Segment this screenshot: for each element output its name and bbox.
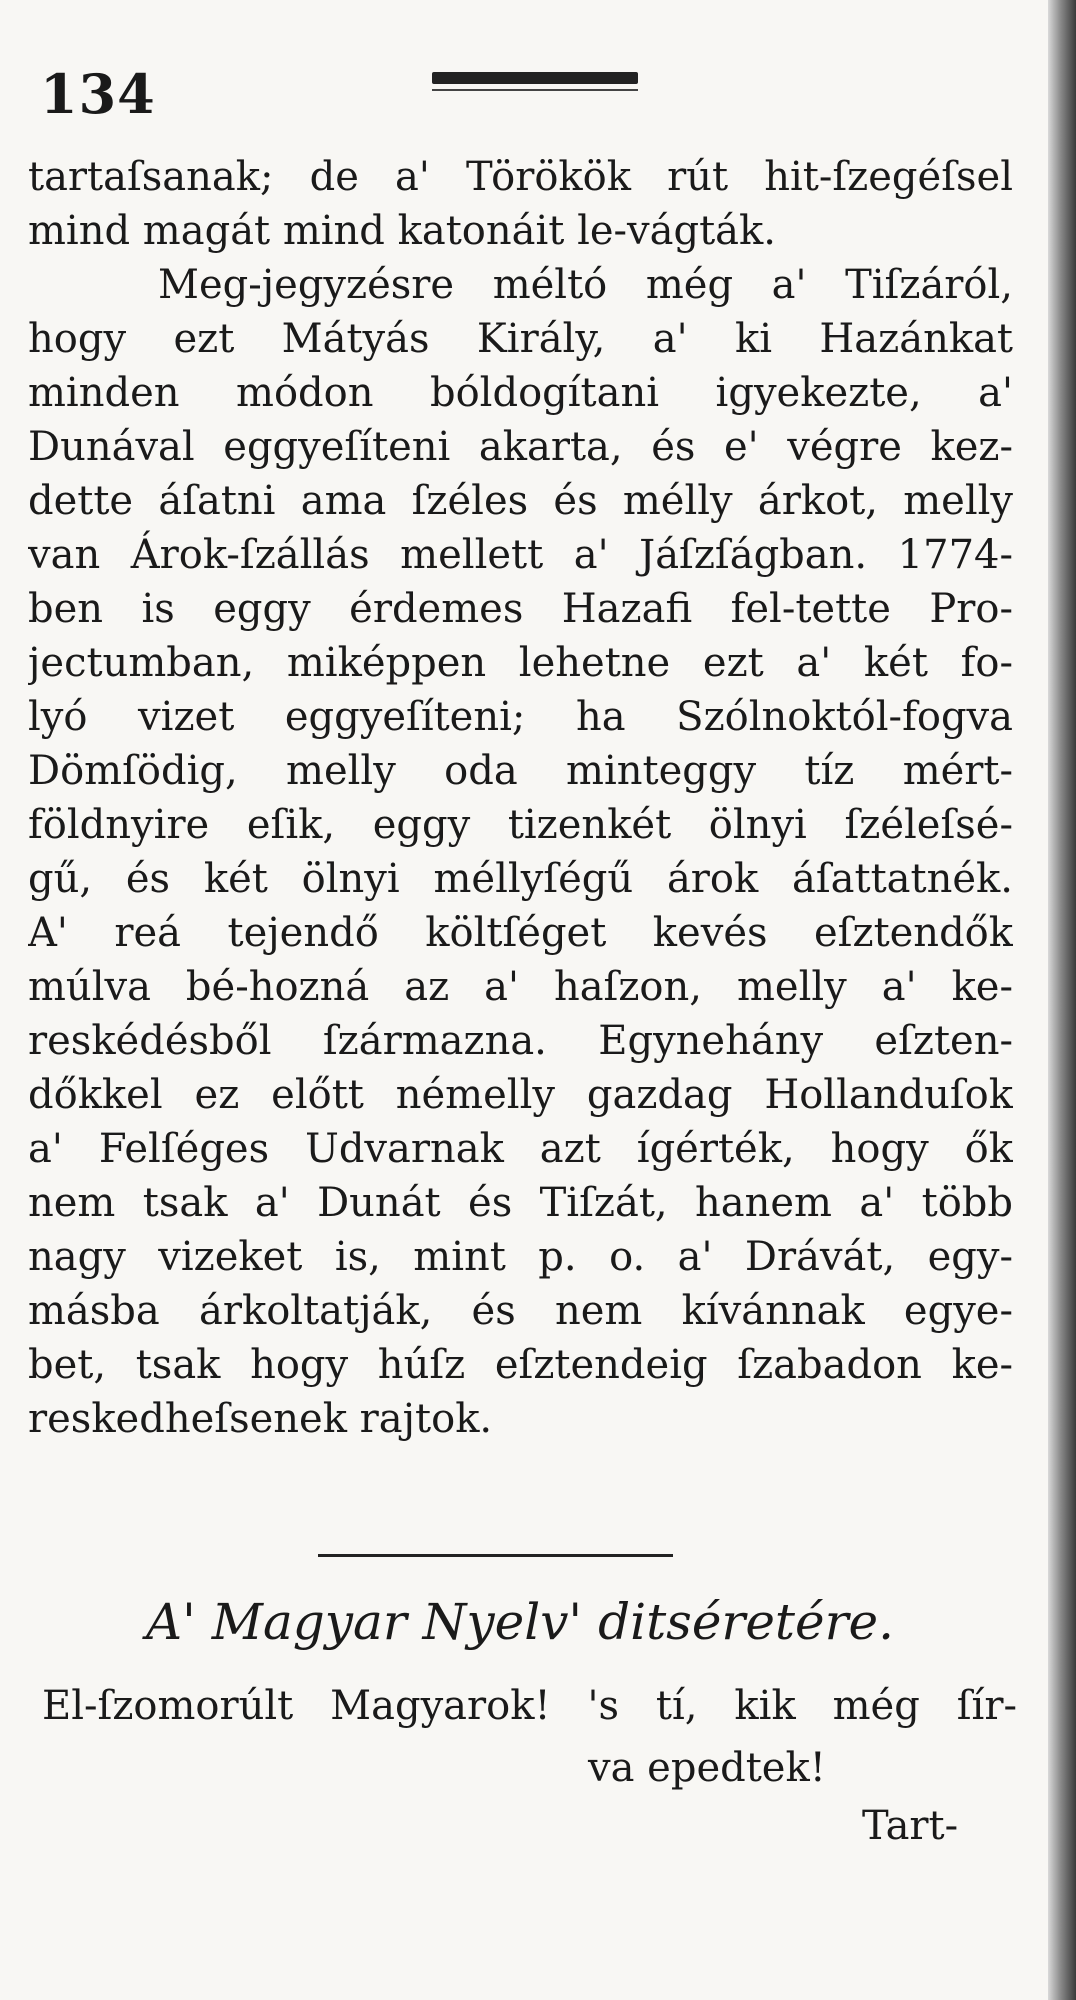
text-line: jectumban, miképpen lehetne ezt a' két fo- bbox=[28, 640, 1013, 686]
text-line: dette áſatni ama ſzéles és mélly árkot, melly bbox=[28, 478, 1013, 524]
text-line: hogy ezt Mátyás Király, a' ki Hazánkat bbox=[28, 316, 1013, 362]
text-line: tartaſsanak; de a' Törökök rút hit-ſzegéſsel bbox=[28, 154, 1013, 200]
text-line: gű, és két ölnyi méllyſégű árok áſattatnék. bbox=[28, 856, 1013, 902]
text-line: másba árkoltatják, és nem kívánnak egye- bbox=[28, 1288, 1013, 1334]
text-line: földnyire eſik, eggy tizenkét ölnyi ſzéleſsé- bbox=[28, 802, 1013, 848]
poem-line: va epedtek! bbox=[588, 1745, 826, 1791]
text-line: reskédésből ſzármazna. Egynehány eſzten- bbox=[28, 1018, 1013, 1064]
header-ornament-rule bbox=[432, 89, 638, 91]
text-line: ben is eggy érdemes Hazafi fel-tette Pro- bbox=[28, 586, 1013, 632]
text-line: bet, tsak hogy húſz eſztendeig ſzabadon ke- bbox=[28, 1342, 1013, 1388]
text-line: Dunával eggyeſíteni akarta, és e' végre kez- bbox=[28, 424, 1013, 470]
text-line: dőkkel ez előtt némelly gazdag Hollanduſok bbox=[28, 1072, 1013, 1118]
poem-title: A' Magyar Nyelv' ditséretére. bbox=[146, 1593, 894, 1651]
text-line: Meg-jegyzésre méltó még a' Tiſzáról, bbox=[158, 262, 1013, 308]
text-line: múlva bé-hozná az a' haſzon, melly a' ke- bbox=[28, 964, 1013, 1010]
text-line: lyó vizet eggyeſíteni; ha Szólnoktól-fogva bbox=[28, 694, 1013, 740]
text-line: mind magát mind katonáit le-vágták. bbox=[28, 208, 776, 254]
catchword: Tart- bbox=[862, 1803, 959, 1849]
poem-line: El-ſzomorúlt Magyarok! 's tí, kik még ſír- bbox=[42, 1683, 1017, 1729]
text-line: Dömſödig, melly oda minteggy tíz mért- bbox=[28, 748, 1013, 794]
text-line: nem tsak a' Dunát és Tiſzát, hanem a' több bbox=[28, 1180, 1013, 1226]
text-line: reskedheſsenek rajtok. bbox=[28, 1396, 493, 1442]
text-line: van Árok-ſzállás mellett a' Jáſzſágban. 1774- bbox=[28, 532, 1013, 578]
text-line: minden módon bóldogítani igyekezte, a' bbox=[28, 370, 1013, 416]
text-line: a' Felſéges Udvarnak azt ígérték, hogy ők bbox=[28, 1126, 1013, 1172]
section-divider bbox=[318, 1554, 673, 1557]
body-text bbox=[28, 150, 1013, 1446]
text-line: nagy vizeket is, mint p. o. a' Drávát, egy- bbox=[28, 1234, 1013, 1280]
text-line: A' reá tejendő költſéget kevés eſztendők bbox=[28, 910, 1013, 956]
page-spine-edge bbox=[1048, 0, 1076, 2000]
page-number: 134 bbox=[40, 62, 156, 126]
header-ornament bbox=[432, 72, 638, 84]
